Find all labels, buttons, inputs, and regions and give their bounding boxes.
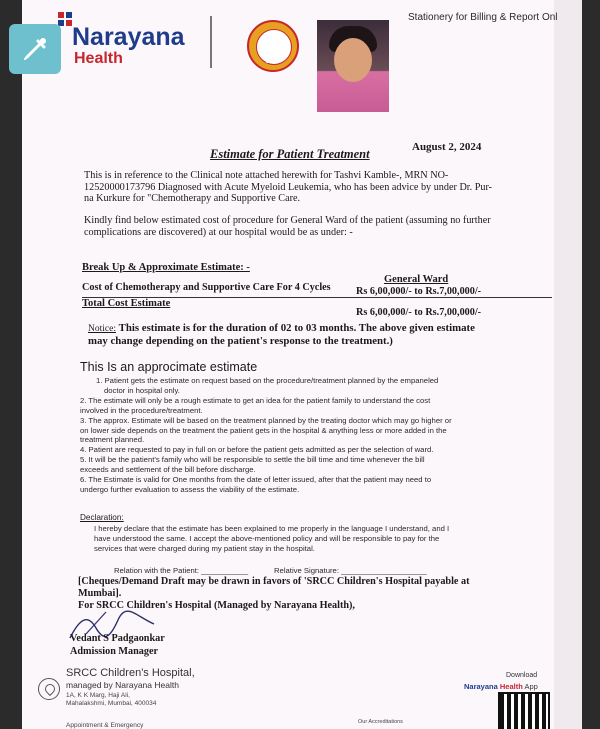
footer-hospital-name: SRCC Children's Hospital,	[66, 667, 195, 679]
signatory-name: Vedant S Padgaonkar	[70, 633, 165, 644]
approx-heading: This Is an approcimate estimate	[80, 360, 258, 374]
kindly-paragraph: Kindly find below estimated cost of procedure for General Ward of the patient (assuming no further complications are discovered) at our hospital would be as under: -	[84, 215, 491, 238]
estimate-points: 1. Patient gets the estimate on request based on the procedure/treatment planned by the empaneled doctor in hospital only. 2. The estimate will only be a rough estimate to get an idea for the patient family to understand the cost involved in the procedure/treatment. 3. The approx. Estimate will be based on the treatment planned by the treating doctor which may go higher or on lower side depends on the treatment the patient gets in the hospital & anything less or more added in the treatment planned. 4. Patient are requested to pay in full on or before the patient gets admitted as per the selection of ward. 5. It will be the patient's family who will be responsible to settle the bill time and time whenever the bill exceeds and settlement of the bill before discharge. 6. The Estimate is valid for One months from the date of letter issued, after that the patient may need to undergo further evaluation to assess the viability of the estimate.	[80, 376, 452, 494]
total-label: Total Cost Estimate	[82, 298, 171, 309]
letter-title: Estimate for Patient Treatment	[210, 147, 370, 161]
srcc-seal-icon: SRCC	[247, 20, 299, 72]
relation-field: Relation with the Patient: ___________	[114, 566, 249, 575]
general-ward-header: General Ward	[384, 274, 449, 285]
chemotherapy-item: Cost of Chemotherapy and Supportive Care For 4 Cycles	[82, 282, 331, 293]
footer-address-2: Mahalakshmi, Mumbai, 400034	[66, 700, 157, 707]
location-pin-icon	[38, 678, 60, 700]
brand-subname: Health	[74, 50, 123, 67]
declaration-text: I hereby declare that the estimate has been explained to me properly in the language I understand, and I have understood the same. I accept the above-mentioned policy and will be responsible to pay for the services that were charged during my patient stay in the hospital.	[94, 524, 450, 553]
brand-name: Narayana	[72, 23, 185, 51]
stationery-note: Stationery for Billing & Report Onl	[408, 12, 558, 23]
signatory-role: Admission Manager	[70, 646, 159, 657]
logo-divider	[210, 16, 212, 68]
total-amount: Rs 6,00,000/- to Rs.7,00,000/-	[356, 307, 482, 318]
app-qr-code	[498, 692, 550, 729]
chemotherapy-amount: Rs 6,00,000/- to Rs.7,00,000/-	[356, 286, 482, 297]
eyedropper-tool-button[interactable]	[9, 24, 61, 74]
footer-address-1: 1A, K K Marg, Haji Ali,	[66, 692, 130, 699]
intro-paragraph: This is in reference to the Clinical note attached herewith for Tashvi Kamble-, MRN NO- 12520000173796 Diagnosed with Acute Myeloid Leukemia, who has been advice by under Dr. Pur- na Kurkure for "Chemotherapy and Supportive Care.	[84, 170, 493, 204]
app-label: Narayana Health App	[464, 682, 538, 691]
patient-photo	[317, 20, 389, 112]
footer-accreditations: Our Accreditations	[358, 719, 403, 725]
notice-paragraph: Notice: This estimate is for the duration of 02 to 03 months. The above given estimate may change depending on the patient's response to the treatment.)	[88, 322, 475, 347]
relative-signature-field: Relative Signature: ____________________	[274, 566, 427, 575]
eyedropper-icon	[9, 24, 61, 74]
footer-appointment: Appointment & Emergency	[66, 722, 144, 729]
declaration-heading: Declaration:	[80, 513, 124, 522]
breakup-heading: Break Up & Approximate Estimate: -	[82, 262, 250, 273]
download-label: Download	[506, 672, 538, 679]
footer-managed-by: managed by Narayana Health	[66, 680, 179, 690]
paper-edge	[554, 0, 582, 729]
estimate-letter	[22, 0, 582, 729]
letter-date: August 2, 2024	[412, 141, 482, 153]
cheque-instructions: [Cheques/Demand Draft may be drawn in favors of 'SRCC Children's Hospital payable at Mumbai]. For SRCC Children's Hospital (Managed by Narayana Health),	[78, 576, 470, 611]
